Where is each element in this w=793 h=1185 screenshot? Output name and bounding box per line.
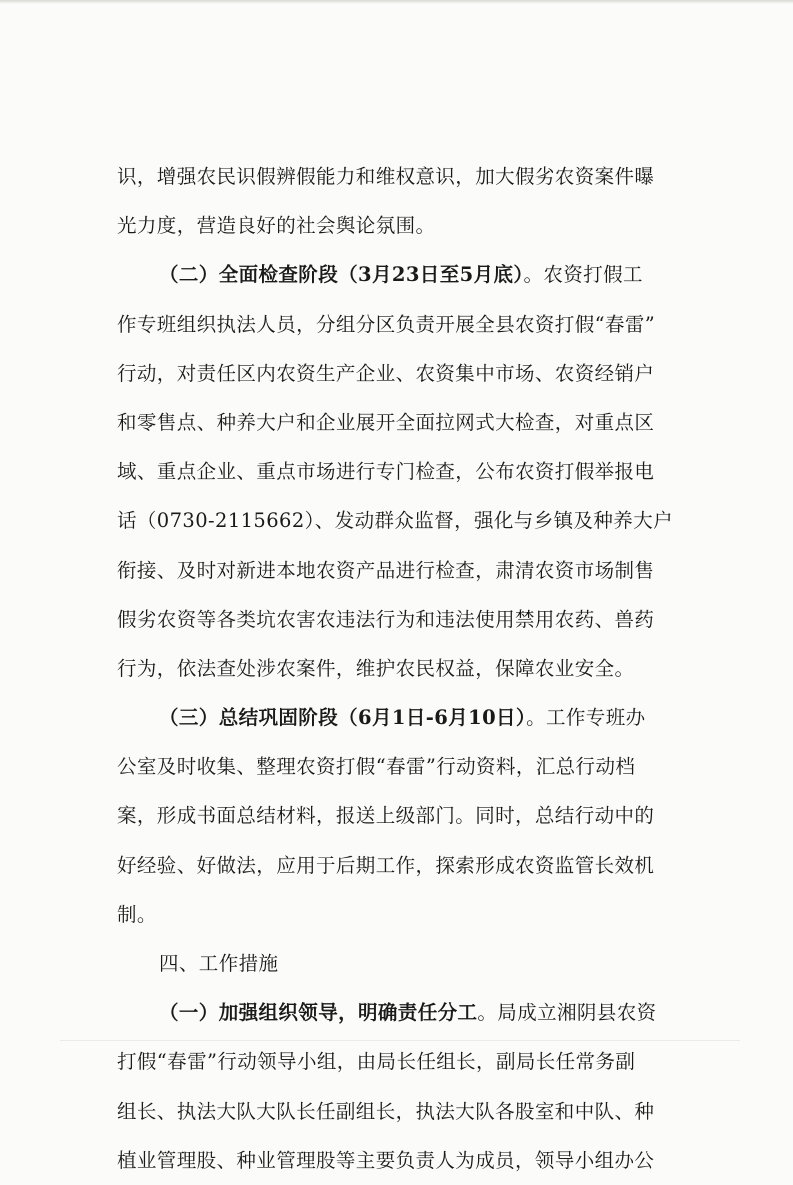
section-heading: （二）全面检查阶段（3月23日至5月底） bbox=[159, 263, 524, 287]
text-line: 好经验、好做法，应用于后期工作，探索形成农资监管长效机 bbox=[117, 853, 655, 877]
text-line: 识，增强农民识假辨假能力和维权意识，加大假劣农资案件曝 bbox=[117, 165, 655, 188]
text-line: 和零售点、种养大户和企业展开全面拉网式大检查，对重点区 bbox=[117, 410, 655, 434]
text-line: 植业管理股、种业管理股等主要负责人为成员，领导小组办公 bbox=[117, 1148, 655, 1172]
section-heading-line: （三）总结巩固阶段（6月1日-6月10日）。工作专班办 bbox=[159, 706, 646, 730]
text-line: 公室及时收集、整理农资打假“春雷”行动资料，汇总行动档 bbox=[117, 755, 636, 779]
text-line: 制。 bbox=[117, 902, 157, 926]
section-heading: （一）加强组织领导，明确责任分工 bbox=[159, 1001, 478, 1025]
text-line: 话（0730-2115662）、发动群众监督，强化与乡镇及种养大户 bbox=[117, 509, 674, 533]
text-line: 行动，对责任区内农资生产企业、农资集中市场、农资经销户 bbox=[117, 361, 655, 385]
text-line: 打假“春雷”行动领导小组，由局长任组长，副局长任常务副 bbox=[117, 1050, 636, 1074]
text-line: 案，形成书面总结材料，报送上级部门。同时，总结行动中的 bbox=[117, 804, 655, 828]
text-line: 假劣农资等各类坑农害农违法行为和违法使用禁用农药、兽药 bbox=[117, 607, 655, 631]
text-line: 衔接、及时对新进本地农资产品进行检查，肃清农资市场制售 bbox=[117, 558, 655, 582]
page-top-edge bbox=[0, 0, 793, 4]
text-line: 域、重点企业、重点市场进行专门检查，公布农资打假举报电 bbox=[117, 460, 655, 484]
section-heading: （三）总结巩固阶段（6月1日-6月10日） bbox=[159, 706, 527, 730]
scan-artifact bbox=[60, 1040, 740, 1041]
document-body bbox=[117, 152, 697, 1185]
text-line: 行为，依法查处涉农案件，维护农民权益，保障农业安全。 bbox=[117, 656, 635, 680]
section-heading-line: （二）全面检查阶段（3月23日至5月底）。农资打假工 bbox=[159, 263, 643, 287]
text-line: 光力度，营造良好的社会舆论氛围。 bbox=[117, 214, 436, 238]
text-line: 组长、执法大队大队长任副组长，执法大队各股室和中队、种 bbox=[117, 1099, 655, 1123]
section-heading-line: （一）加强组织领导，明确责任分工。局成立湘阴县农资 bbox=[159, 1001, 657, 1025]
text-line: 作专班组织执法人员，分组分区负责开展全县农资打假“春雷” bbox=[117, 312, 656, 336]
chapter-heading: 四、工作措施 bbox=[159, 952, 279, 975]
